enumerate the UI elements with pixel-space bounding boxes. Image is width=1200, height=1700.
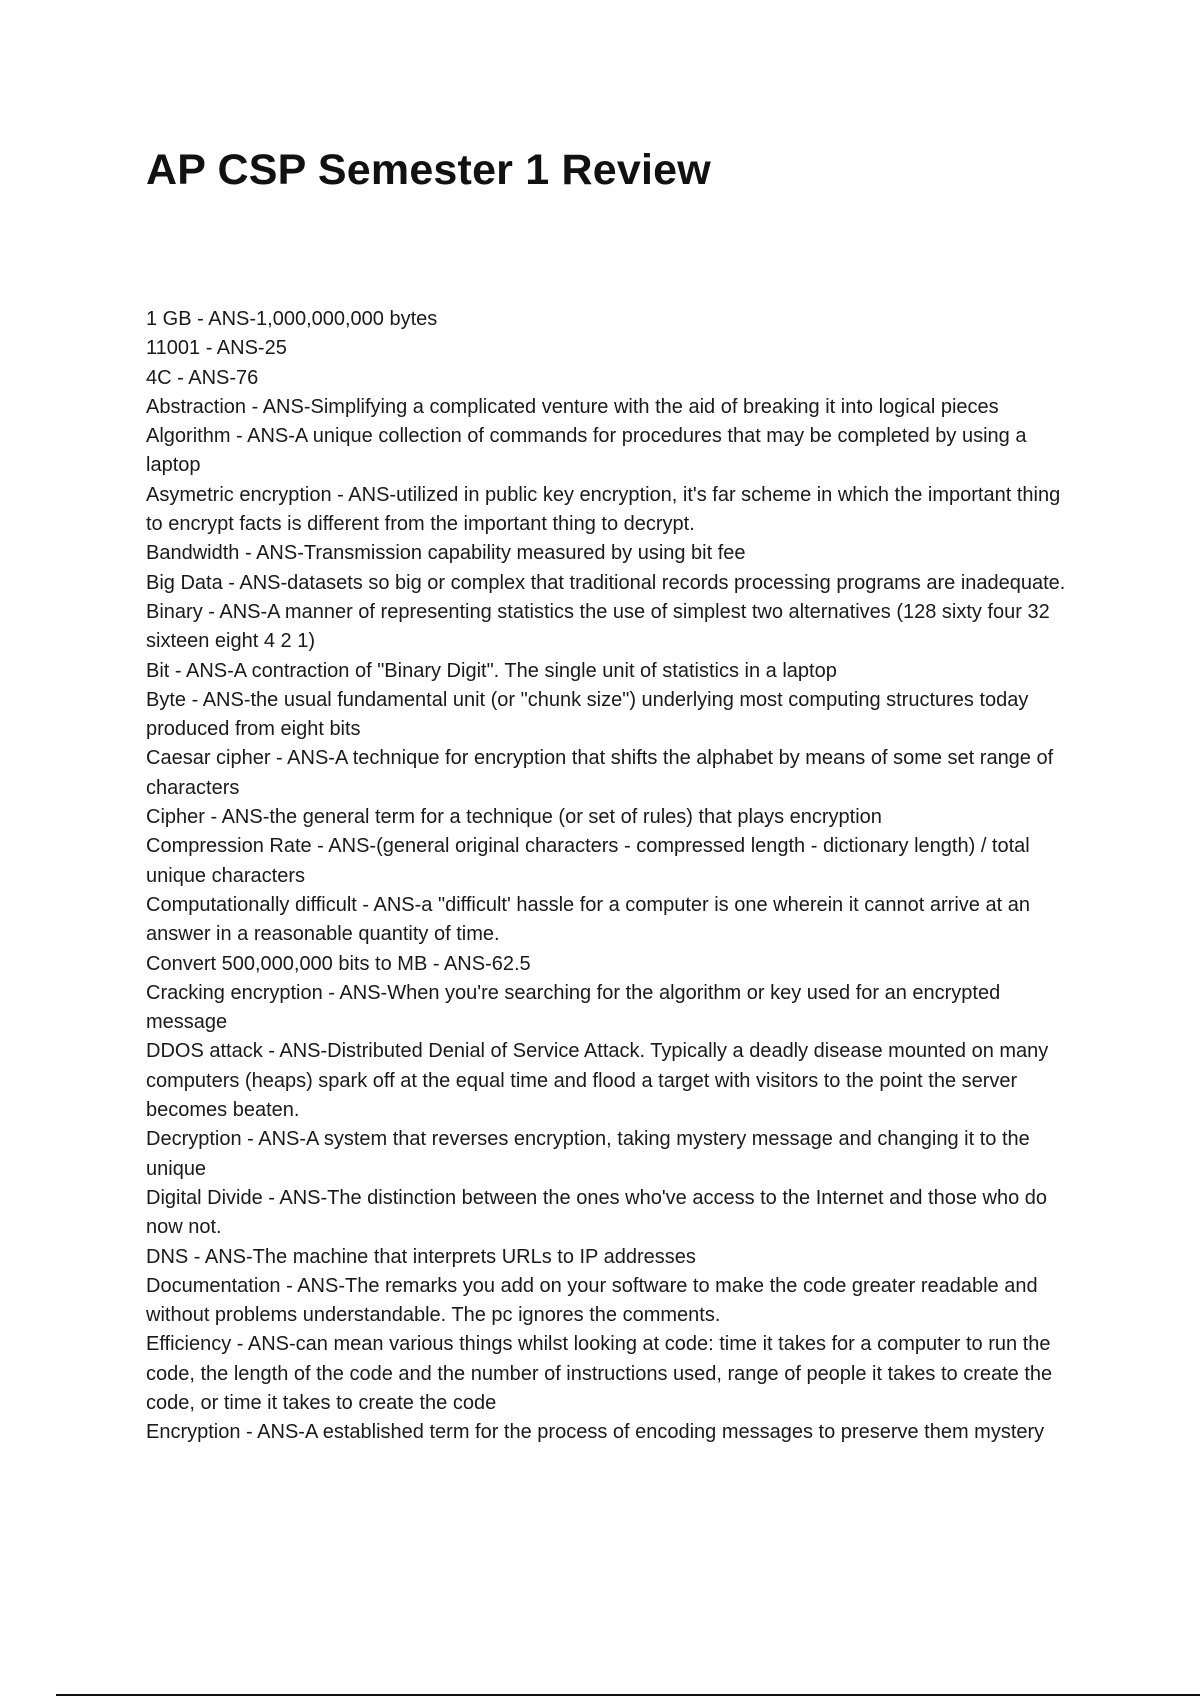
glossary-entry: Compression Rate - ANS-(general original characters - compressed length - dictionary length) / total unique characters: [146, 835, 1030, 887]
glossary-entry: DNS - ANS-The machine that interprets URLs to IP addresses: [146, 1245, 696, 1268]
glossary-entry: Encryption - ANS-A established term for the process of encoding messages to preserve them mystery: [146, 1421, 1045, 1444]
glossary-entry: Asymetric encryption - ANS-utilized in public key encryption, it's far scheme in which the important thing to encrypt facts is different from the important thing to decrypt.: [146, 483, 1061, 536]
glossary-entry: Bandwidth - ANS-Transmission capability measured by using bit fee: [146, 542, 746, 565]
glossary-entry: Documentation - ANS-The remarks you add on your software to make the code greater readable and without problems understandable. The pc ignores the comments.: [146, 1274, 1038, 1327]
glossary-entry: Cracking encryption - ANS-When you're searching for the algorithm or key used for an encrypted message: [146, 981, 1001, 1034]
glossary-entry: Algorithm - ANS-A unique collection of commands for procedures that may be completed by using a laptop: [146, 425, 1027, 477]
glossary-entry: Big Data - ANS-datasets so big or complex that traditional records processing programs are inadequate.: [146, 571, 1066, 594]
glossary-entry: Binary - ANS-A manner of representing statistics the use of simplest two alternatives (128 sixty four 32 sixteen eight 4 2 1): [146, 600, 1050, 653]
glossary-entry: 4C - ANS-76: [146, 366, 259, 389]
page-title: AP CSP Semester 1 Review: [146, 146, 711, 194]
glossary-entry: Convert 500,000,000 bits to MB - ANS-62.5: [146, 952, 531, 975]
glossary-entry: 11001 - ANS-25: [146, 337, 287, 360]
glossary-entry: 1 GB - ANS-1,000,000,000 bytes: [146, 308, 438, 330]
glossary-entry: Cipher - ANS-the general term for a technique (or set of rules) that plays encryption: [146, 806, 882, 829]
glossary-entry: Caesar cipher - ANS-A technique for encryption that shifts the alphabet by means of some set range of characters: [146, 747, 1054, 799]
glossary-entry: Efficiency - ANS-can mean various things whilst looking at code: time it takes for a computer to run the code, the length of the code and the number of instructions used, range of people it takes to create the code, or time it takes to create the code: [146, 1333, 1053, 1414]
glossary-entry: Decryption - ANS-A system that reverses encryption, taking mystery message and changing it to the unique: [146, 1128, 1030, 1180]
glossary-entry: Computationally difficult - ANS-a "difficult' hassle for a computer is one wherein it cannot arrive at an answer in a reasonable quantity of time.: [146, 893, 1030, 946]
glossary-entry: Byte - ANS-the usual fundamental unit (or "chunk size") underlying most computing structures today produced from eight bits: [146, 688, 1029, 741]
glossary-entry: Bit - ANS-A contraction of "Binary Digit". The single unit of statistics in a laptop: [146, 659, 837, 682]
glossary-entry: DDOS attack - ANS-Distributed Denial of Service Attack. Typically a deadly disease mounted on many computers (heaps) spark off at the equal time and flood a target with visitors to the point the server becomes beaten.: [146, 1040, 1049, 1122]
glossary-list: [146, 305, 1066, 1448]
glossary-entry: Digital Divide - ANS-The distinction between the ones who've access to the Internet and those who do now not.: [146, 1186, 1047, 1239]
footer-divider: [56, 1694, 1200, 1696]
glossary-entry: Abstraction - ANS-Simplifying a complicated venture with the aid of breaking it into logical pieces: [146, 395, 999, 418]
